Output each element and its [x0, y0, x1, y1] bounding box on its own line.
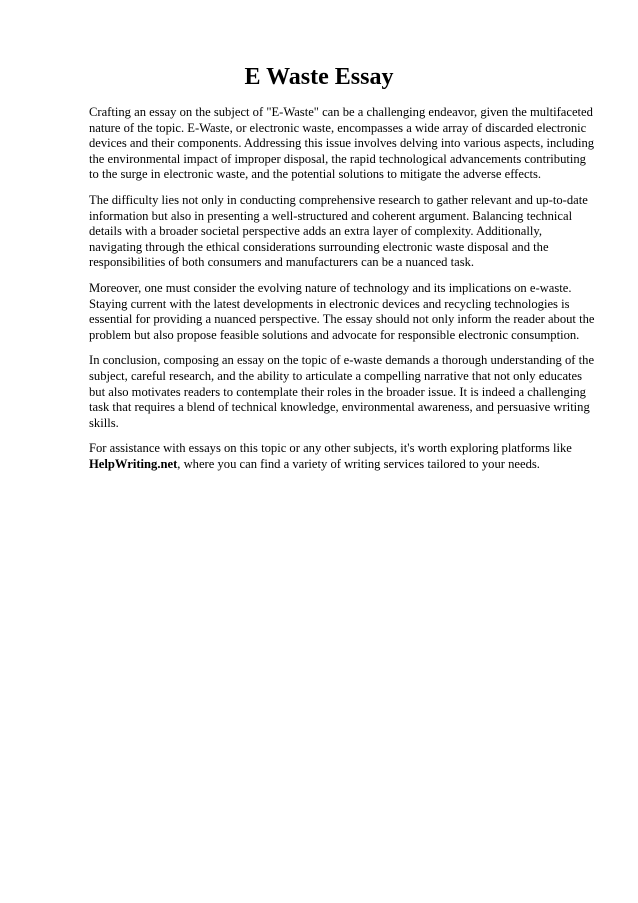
closing-text-after-link: , where you can find a variety of writing services tailored to your needs. — [177, 456, 540, 471]
document-title: E Waste Essay — [244, 64, 394, 90]
paragraph-intro: Crafting an essay on the subject of "E-Waste" can be a challenging endeavor, given the multifaceted nature of the topic. E-Waste, or electronic waste, encompasses a wide array of discarded electronic devices and their components. Addressing this issue involves delving into various aspects, including the environmental impact of improper disposal, the rapid technological advancements contributing to the surge in electronic waste, and the potential solutions to mitigate the adverse effects. — [89, 105, 595, 182]
helpwriting-link[interactable]: HelpWriting.net — [89, 456, 178, 471]
document-body — [89, 105, 595, 482]
paragraph-conclusion: In conclusion, composing an essay on the topic of e-waste demands a thorough understanding of the subject, careful research, and the ability to articulate a compelling narrative that not only educates but also motivates readers to contemplate their roles in the broader issue. It is indeed a challenging task that requires a blend of technical knowledge, environmental awareness, and persuasive writing skills. — [89, 353, 595, 430]
paragraph-closing — [89, 441, 595, 472]
paragraph-evolving-technology: Moreover, one must consider the evolving nature of technology and its implications on e-waste. Staying current with the latest developments in electronic devices and recycling technologies is essential for providing a nuanced perspective. The essay should not only inform the reader about the problem but also propose feasible solutions and advocate for responsible electronic consumption. — [89, 280, 595, 342]
closing-text-before-link: For assistance with essays on this topic or any other subjects, it's worth exploring platforms like — [89, 441, 572, 456]
paragraph-difficulty: The difficulty lies not only in conducting comprehensive research to gather relevant and up-to-date information but also in presenting a well-structured and coherent argument. Balancing technical details with a broader societal perspective adds an extra layer of complexity. Additionally, navigating through the ethical considerations surrounding electronic waste disposal and the responsibilities of both consumers and manufacturers can be a nuanced task. — [89, 192, 588, 270]
